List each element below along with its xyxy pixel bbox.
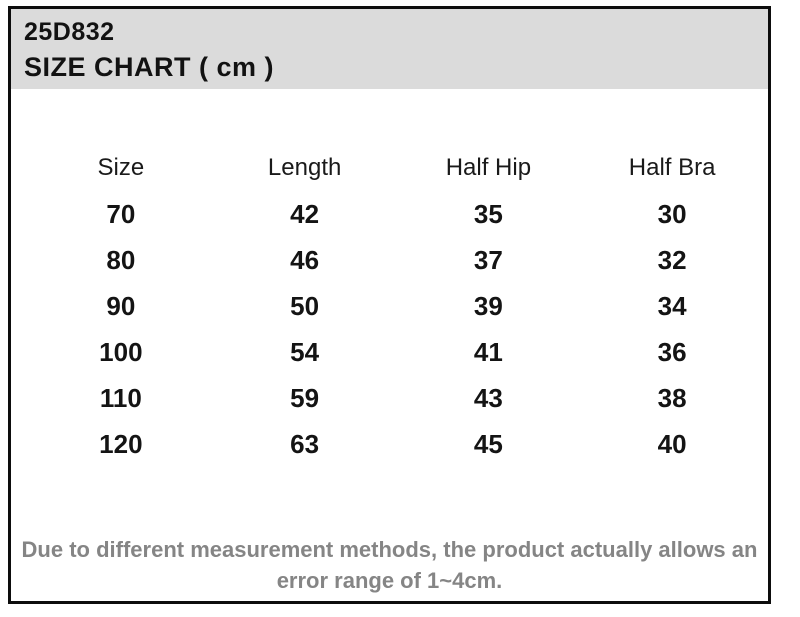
size-table	[11, 145, 768, 467]
column-header-size: Size	[97, 154, 145, 181]
product-code: 25D832	[24, 18, 115, 46]
cell-half-hip: 37	[473, 244, 503, 275]
cell-length: 46	[290, 244, 320, 275]
size-chart-panel	[8, 6, 771, 604]
cell-half-bra: 40	[657, 428, 687, 459]
cell-half-hip: 43	[473, 382, 503, 413]
cell-half-hip: 35	[473, 198, 503, 229]
cell-size: 80	[106, 244, 136, 275]
table-row	[29, 421, 764, 467]
table-row	[29, 329, 764, 375]
cell-length: 42	[290, 198, 320, 229]
table-row	[29, 237, 764, 283]
cell-length: 59	[290, 382, 320, 413]
cell-size: 100	[99, 336, 143, 367]
cell-half-bra: 34	[657, 290, 687, 321]
column-header-half-bra: Half Bra	[628, 154, 716, 181]
cell-half-bra: 30	[657, 198, 687, 229]
column-header-length: Length	[267, 154, 342, 181]
header-bar	[11, 9, 768, 89]
cell-size: 110	[99, 382, 142, 413]
cell-half-hip: 45	[473, 428, 503, 459]
cell-half-bra: 36	[657, 336, 687, 367]
cell-half-hip: 41	[473, 336, 503, 367]
column-header-half-hip: Half Hip	[445, 154, 532, 181]
cell-length: 54	[290, 336, 320, 367]
cell-half-bra: 32	[657, 244, 687, 275]
size-chart-title: SIZE CHART ( cm )	[24, 52, 275, 82]
cell-size: 90	[106, 290, 136, 321]
cell-half-hip: 39	[473, 290, 503, 321]
measurement-disclaimer: Due to different measurement methods, the product actually allows an error range of 1~4cm.	[21, 537, 758, 593]
table-row	[29, 375, 764, 421]
cell-length: 63	[290, 428, 320, 459]
table-row	[29, 191, 764, 237]
cell-length: 50	[290, 290, 320, 321]
table-row	[29, 283, 764, 329]
cell-half-bra: 38	[657, 382, 687, 413]
cell-size: 120	[99, 428, 143, 459]
cell-size: 70	[106, 198, 136, 229]
table-header-row	[29, 145, 764, 191]
